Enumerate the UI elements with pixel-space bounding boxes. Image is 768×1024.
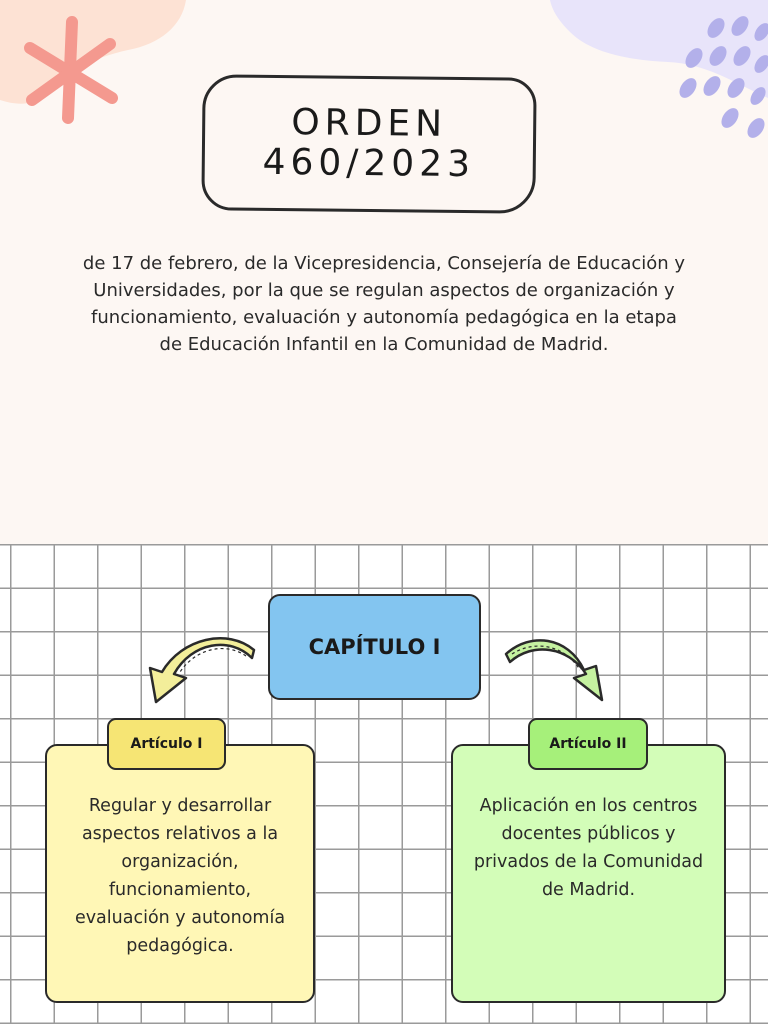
article-2-label: Artículo II xyxy=(549,736,627,752)
title-line-2: 460/2023 xyxy=(262,141,476,186)
title-line-1: ORDEN xyxy=(291,102,448,145)
title-box xyxy=(201,74,536,213)
intro-paragraph: de 17 de febrero, de la Vicepresidencia, Consejería de Educación y Universidades, por la que se regulan aspectos de organización y funcionamiento, evaluación y autonomía pedagógica en la etapa de Educación Infantil en la Comunidad de Madrid. xyxy=(82,253,686,355)
article-1-tag xyxy=(107,718,226,770)
article-1-text: Regular y desarrollar aspectos relativos a la organización, funcionamiento, evaluación y autonomía pedagógica. xyxy=(74,796,286,956)
chapter-box xyxy=(268,594,481,700)
article-2-card xyxy=(451,744,726,1003)
curved-arrow-left-icon xyxy=(146,632,258,708)
chapter-title: CAPÍTULO I xyxy=(308,635,441,659)
article-2-tag xyxy=(528,718,648,770)
article-1-card xyxy=(45,744,315,1003)
coral-asterisk-icon xyxy=(18,14,122,126)
article-1-label: Artículo I xyxy=(130,736,203,752)
curved-arrow-right-icon xyxy=(502,630,612,708)
purple-dots xyxy=(672,12,768,152)
article-2-text: Aplicación en los centros docentes públicos y privados de la Comunidad de Madrid. xyxy=(473,796,704,900)
